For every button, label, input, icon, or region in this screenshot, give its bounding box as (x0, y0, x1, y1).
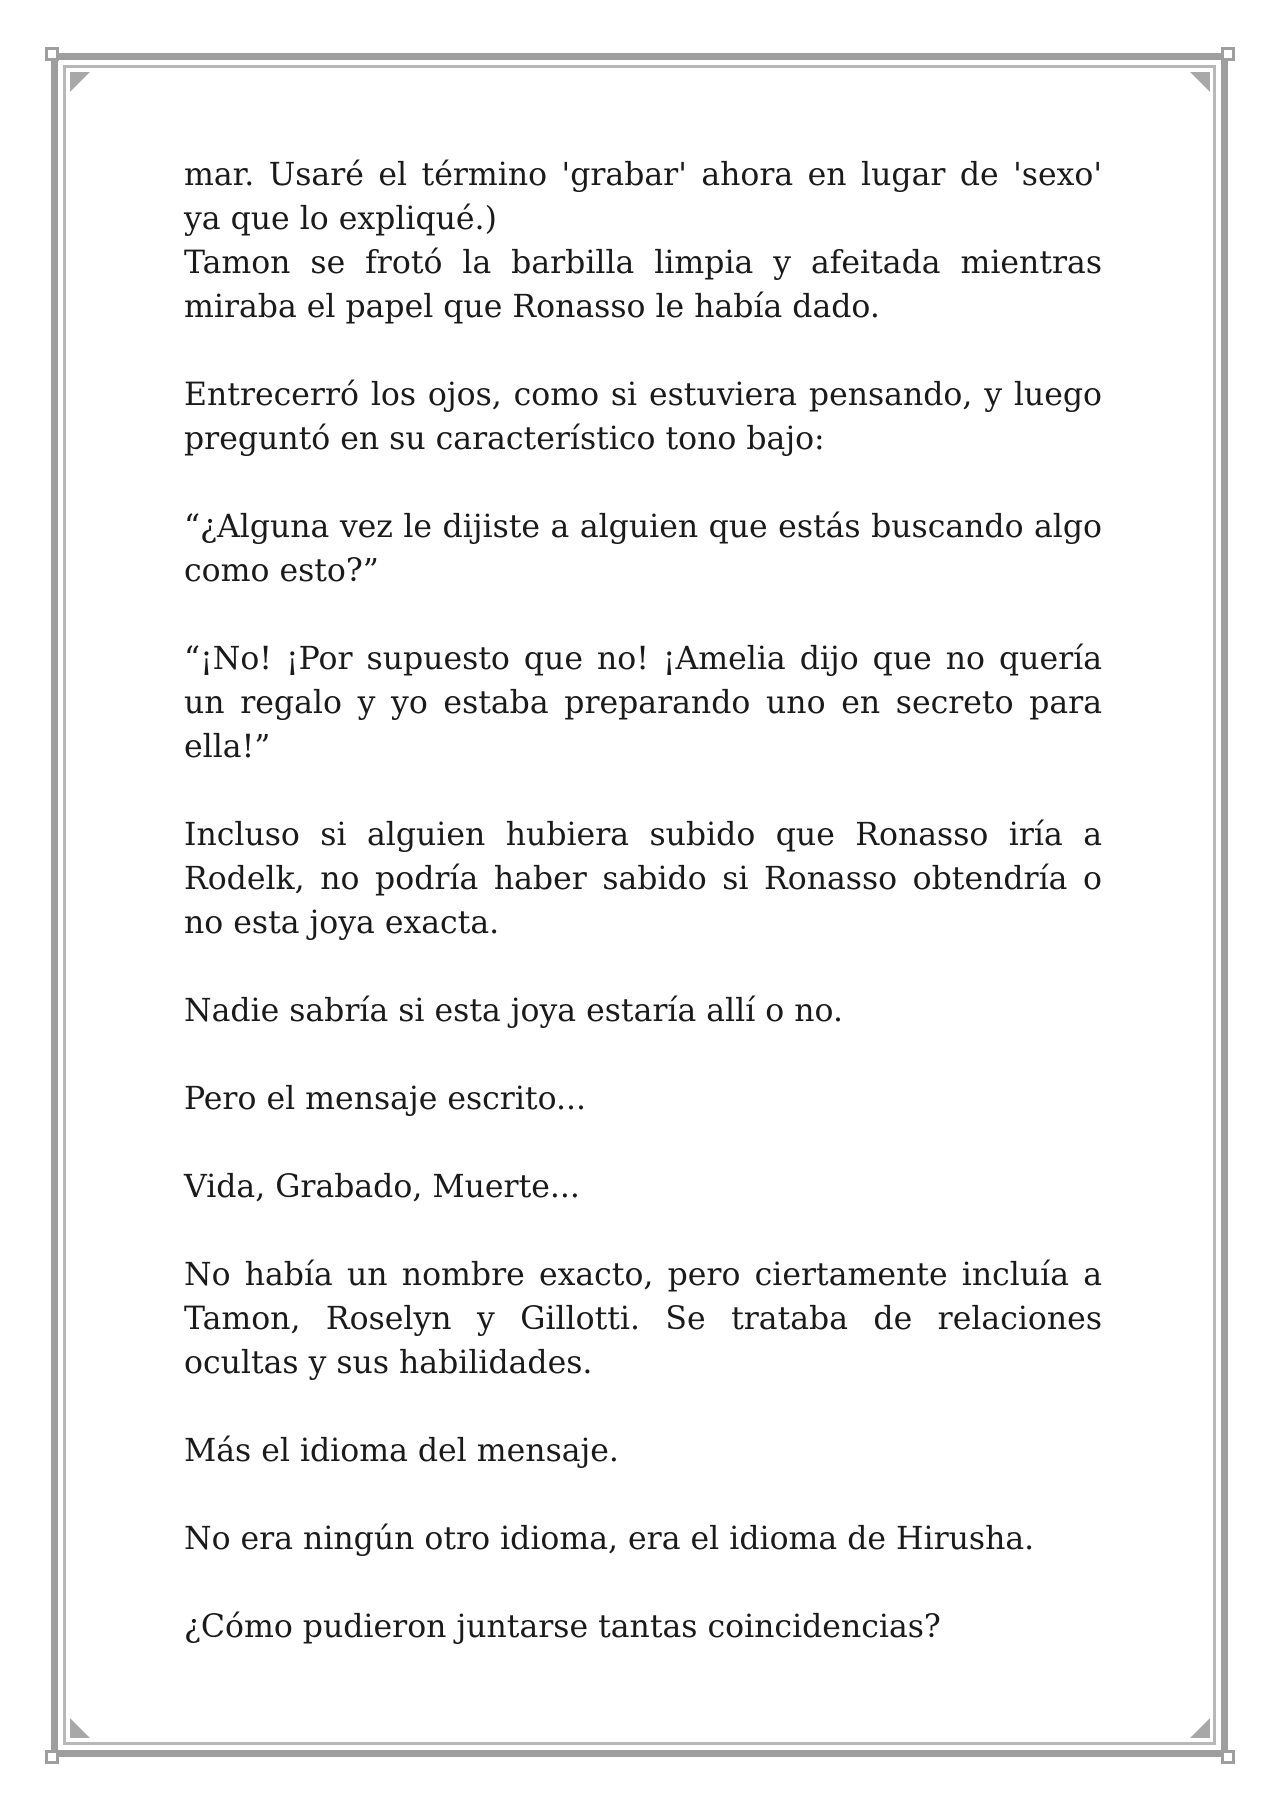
corner-triangle-bottom-left (70, 1718, 90, 1738)
document-body (184, 153, 1102, 1693)
paragraph: Pero el mensaje escrito... (184, 1081, 587, 1117)
corner-triangle-top-right (1190, 72, 1210, 92)
paragraph: No era ningún otro idioma, era el idioma de Hirusha. (184, 1521, 1035, 1557)
corner-ornament-bottom-right (1221, 1750, 1235, 1764)
paragraph: ¿Cómo pudieron juntarse tantas coincidencias? (184, 1609, 941, 1645)
paragraph: mar. Usaré el término 'grabar' ahora en lugar de 'sexo' ya que lo expliqué.) (184, 157, 1102, 237)
corner-ornament-top-left (45, 47, 59, 61)
paragraph: Vida, Grabado, Muerte... (184, 1169, 580, 1205)
corner-triangle-bottom-right (1190, 1718, 1210, 1738)
paragraph: Incluso si alguien hubiera subido que Ronasso iría a Rodelk, no podría haber sabido si Ronasso obtendría o no esta joya exacta. (184, 817, 1102, 941)
corner-triangle-top-left (70, 72, 90, 92)
paragraph: Entrecerró los ojos, como si estuviera pensando, y luego preguntó en su característico tono bajo: (184, 377, 1102, 457)
corner-ornament-top-right (1221, 47, 1235, 61)
paragraph: Tamon se frotó la barbilla limpia y afeitada mientras miraba el papel que Ronasso le había dado. (184, 245, 1102, 325)
paragraph: No había un nombre exacto, pero ciertamente incluía a Tamon, Roselyn y Gillotti. Se trataba de relaciones ocultas y sus habilidades. (184, 1257, 1102, 1381)
paragraph: Más el idioma del mensaje. (184, 1433, 619, 1469)
paragraph: Nadie sabría si esta joya estaría allí o no. (184, 993, 843, 1029)
paragraph: “¿Alguna vez le dijiste a alguien que estás buscando algo como esto?” (184, 509, 1102, 589)
paragraph: “¡No! ¡Por supuesto que no! ¡Amelia dijo que no quería un regalo y yo estaba preparando uno en secreto para ella!” (184, 641, 1102, 765)
corner-ornament-bottom-left (45, 1750, 59, 1764)
